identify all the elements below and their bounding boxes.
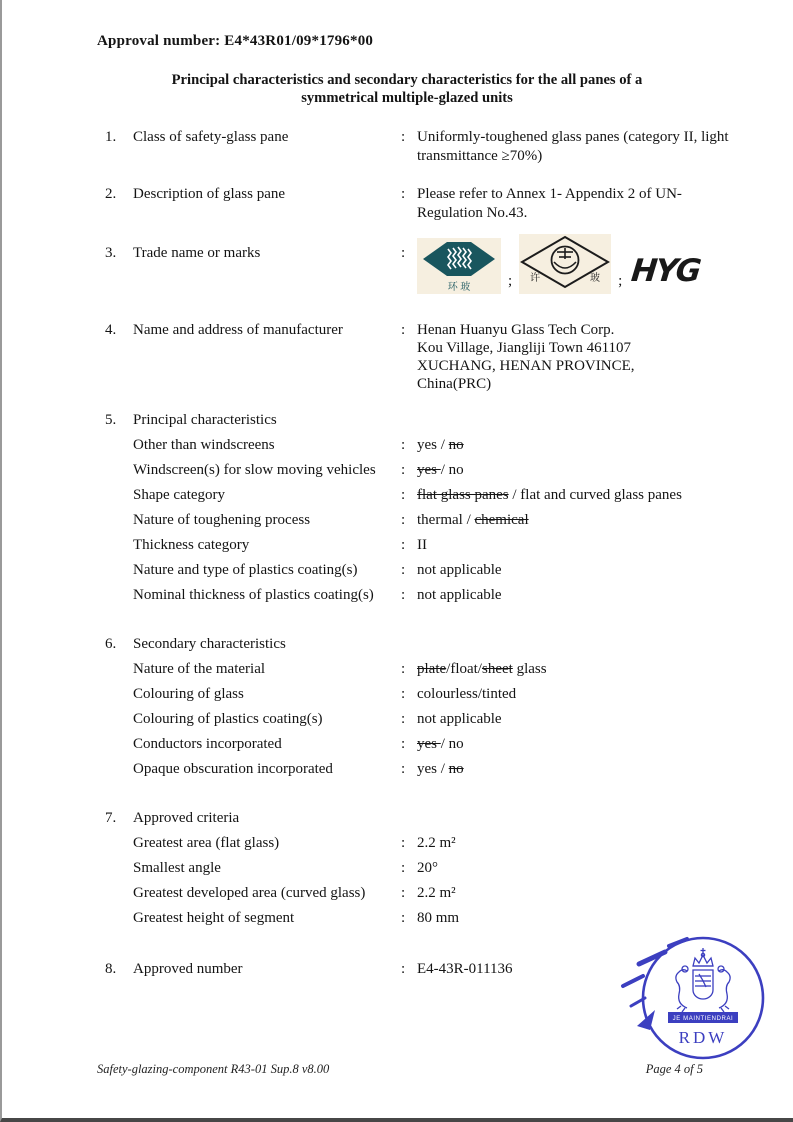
section-heading: Approved criteria [133,810,240,826]
section-heading: Principal characteristics [133,412,277,428]
row-label: Thickness category [133,537,250,553]
row-colon: : [401,761,406,777]
row-label: Windscreen(s) for slow moving vehicles [133,462,376,478]
stamp-org-name: RDW [678,1028,728,1047]
row-label: Nature of the material [133,661,266,677]
characteristic-row [105,461,745,480]
item-label: Description of glass pane [133,186,286,202]
section-number: 5. [105,412,117,428]
characteristic-row [105,685,745,704]
row-value: yes / no [417,462,464,478]
characteristic-row [105,486,745,505]
row-colon: : [401,661,406,677]
item-class-of-pane [105,128,745,166]
row-value: yes / no [417,437,464,453]
item-description [105,185,745,223]
rdw-approval-stamp [611,926,781,1068]
row-colon: : [401,587,406,603]
trademark-separator: ; [508,273,513,289]
item-colon: : [401,245,406,261]
row-value: not applicable [417,562,502,578]
item-value: Uniformly-toughened glass panes (category II, light transmittance ≥70%) [417,129,729,164]
approval-number-line: Approval number: E4*43R01/09*1796*00 [97,33,374,49]
row-label: Conductors incorporated [133,736,282,752]
characteristic-row [105,710,745,729]
item-label: Trade name or marks [133,245,261,261]
item-colon: : [401,129,406,145]
row-colon: : [401,910,406,926]
title-line-2: symmetrical multiple-glazed units [301,90,513,106]
row-value: yes / no [417,761,464,777]
row-value: thermal / chemical [417,512,529,528]
item-colon: : [401,961,406,977]
section-number: 6. [105,636,117,652]
characteristic-row [105,561,745,580]
address-line: XUCHANG, HENAN PROVINCE, [417,358,635,374]
row-label: Colouring of glass [133,686,244,702]
address-line: Kou Village, Jiangliji Town 461107 [417,340,632,356]
row-colon: : [401,835,406,851]
row-colon: : [401,537,406,553]
row-label: Nature of toughening process [133,512,311,528]
row-value: not applicable [417,711,502,727]
row-colon: : [401,462,406,478]
row-value: 2.2 m² [417,835,456,851]
hyg-logotype: HYG [629,253,702,289]
row-label: Opaque obscuration incorporated [133,761,333,777]
item-label: Class of safety-glass pane [133,129,289,145]
page-content [2,0,793,979]
item-manufacturer [105,321,745,393]
item-trade-marks [105,244,745,294]
characteristic-row [105,884,745,903]
item-number: 8. [105,961,117,977]
svg-text:环 玻: 环 玻 [447,282,471,293]
row-colon: : [401,437,406,453]
item-number: 1. [105,129,117,145]
row-colon: : [401,562,406,578]
row-colon: : [401,711,406,727]
address-line: Henan Huanyu Glass Tech Corp. [417,322,615,338]
row-value: yes / no [417,736,464,752]
item-number: 2. [105,186,117,202]
row-colon: : [401,885,406,901]
section-7-rows [97,834,745,928]
characteristic-row [105,760,745,779]
row-value: 2.2 m² [417,885,456,901]
huanyu-hexagon-logo [417,238,501,294]
characteristic-row [105,859,745,878]
section-heading: Secondary characteristics [133,636,286,652]
row-label: Other than windscreens [133,437,275,453]
section-5-rows [97,436,745,605]
item-value: Please refer to Annex 1- Appendix 2 of UN-Regulation No.43. [417,186,682,221]
section-secondary-characteristics [105,635,745,654]
xuchang-diamond-logo [519,234,611,294]
item-number: 3. [105,245,117,261]
section-approved-criteria [105,809,745,828]
footer-document-id: Safety-glazing-component R43-01 Sup.8 v8.00 [97,1062,330,1076]
characteristic-row [105,660,745,679]
row-colon: : [401,512,406,528]
trademark-separator: ; [618,273,623,289]
document-title [97,71,717,107]
row-value: not applicable [417,587,502,603]
section-6-rows [97,660,745,779]
item-colon: : [401,186,406,202]
svg-text:许: 许 [530,273,541,284]
characteristic-row [105,735,745,754]
section-number: 7. [105,810,117,826]
characteristic-row [105,536,745,555]
trademark-logos [417,234,745,294]
item-label: Approved number [133,961,243,977]
title-line-1: Principal characteristics and secondary characteristics for the all panes of a [171,72,643,88]
row-colon: : [401,487,406,503]
row-label: Colouring of plastics coating(s) [133,711,323,727]
row-label: Greatest developed area (curved glass) [133,885,366,901]
row-colon: : [401,736,406,752]
svg-text:玻: 玻 [590,273,601,284]
page-footer [97,1062,703,1077]
row-value: flat glass panes / flat and curved glass panes [417,487,682,503]
row-colon: : [401,686,406,702]
item-number: 4. [105,322,117,338]
row-value: colourless/tinted [417,686,517,702]
row-label: Nature and type of plastics coating(s) [133,562,358,578]
item-label: Name and address of manufacturer [133,322,343,338]
characteristic-row [105,834,745,853]
row-value: plate/float/sheet glass [417,661,547,677]
row-value: 80 mm [417,910,460,926]
row-value: II [417,537,427,553]
row-value: 20° [417,860,438,876]
stamp-motto: JE MAINTIENDRAI [672,1016,734,1022]
row-label: Smallest angle [133,860,221,876]
row-label: Greatest area (flat glass) [133,835,280,851]
footer-page-number: Page 4 of 5 [645,1062,703,1076]
characteristic-row [105,586,745,605]
section-principal-characteristics [105,411,745,430]
row-label: Nominal thickness of plastics coating(s) [133,587,374,603]
row-colon: : [401,860,406,876]
item-colon: : [401,322,406,338]
row-label: Shape category [133,487,226,503]
address-line: China(PRC) [417,376,492,392]
item-value: E4-43R-011136 [417,961,513,977]
row-label: Greatest height of segment [133,910,295,926]
manufacturer-address [417,321,745,393]
characteristic-row [105,511,745,530]
characteristic-row [105,436,745,455]
